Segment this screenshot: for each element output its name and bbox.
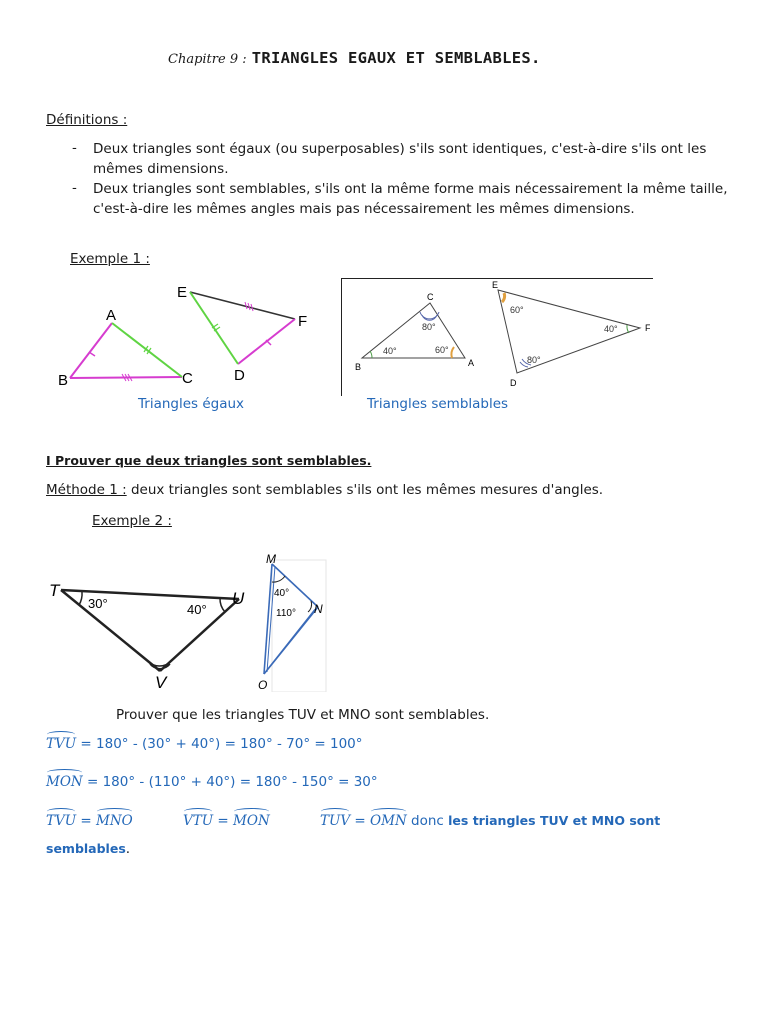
angle-notation: TVU	[46, 736, 77, 752]
vertex-n: N	[314, 602, 323, 616]
equality-3	[320, 812, 660, 830]
chapter-prefix: Chapitre 9 :	[168, 52, 247, 67]
conclusion-line-2	[46, 840, 130, 858]
segment-ab	[70, 323, 112, 378]
page-title	[168, 48, 541, 67]
method-label: Méthode 1 :	[46, 482, 127, 498]
angle-u-label: 40°	[187, 602, 207, 617]
angle-f-label: 40°	[604, 324, 618, 334]
bullet-dash: -	[72, 180, 77, 196]
equal-triangles-figure	[40, 276, 330, 396]
chapter-title: TRIANGLES EGAUX ET SEMBLABLES.	[251, 49, 541, 67]
similar-triangles-figure	[350, 280, 650, 390]
angle-c-label: 80°	[422, 322, 436, 332]
angle-notation: OMN	[370, 813, 407, 829]
vertex-d: D	[234, 367, 245, 384]
vertex-a: A	[468, 358, 475, 368]
vertex-c: C	[182, 370, 193, 387]
equality-2	[183, 812, 270, 830]
triangle-efd	[498, 290, 640, 373]
example1-heading: Exemple 1 :	[70, 251, 150, 267]
angle-n-label: 110°	[276, 608, 296, 619]
segment-bc	[70, 377, 182, 378]
definition-line: Deux triangles sont égaux (ou superposables) s'ils sont identiques, c'est-à-dire s'ils ont les	[93, 141, 707, 157]
vertex-b: B	[355, 362, 362, 372]
equals-sign: =	[76, 813, 97, 829]
figure-divider	[341, 278, 342, 396]
vertex-t: T	[49, 581, 60, 600]
angle-notation: VTU	[183, 813, 214, 829]
triangle-mno-figure	[252, 552, 328, 692]
definition-line: c'est-à-dire les mêmes angles mais pas nécessairement les mêmes dimensions.	[93, 201, 635, 217]
prove-instruction: Prouver que les triangles TUV et MNO sont semblables.	[116, 707, 490, 723]
vertex-o: O	[258, 678, 268, 692]
vertex-u: U	[232, 589, 245, 608]
vertex-d: D	[510, 378, 517, 388]
angle-t-label: 30°	[88, 596, 108, 611]
angle-notation: TVU	[46, 813, 77, 829]
angle-m-label: 40°	[274, 588, 290, 599]
segment-ac	[112, 323, 182, 377]
equals-sign: =	[350, 813, 371, 829]
section-heading: I Prouver que deux triangles sont semblables.	[46, 453, 372, 468]
vertex-e: E	[492, 280, 499, 290]
angle-notation: MNO	[96, 813, 133, 829]
caption-equal-triangles: Triangles égaux	[138, 396, 245, 412]
angle-notation: MON	[233, 813, 270, 829]
triangle-abc	[362, 303, 465, 358]
calc-line-1	[46, 735, 363, 753]
vertex-c: C	[427, 292, 434, 302]
conclusion-period: .	[125, 841, 131, 857]
angle-a-label: 60°	[435, 345, 449, 355]
equals-sign: =	[213, 813, 234, 829]
angle-e-label: 60°	[510, 305, 524, 315]
figure-top-rule	[341, 278, 653, 279]
u-label-spacer	[210, 587, 240, 611]
method-line	[46, 481, 603, 499]
calc-text: = 180° - (110° + 40°) = 180° - 150° = 30°	[82, 774, 378, 790]
caption-similar-triangles: Triangles semblables	[367, 396, 509, 412]
definition-line: mêmes dimensions.	[93, 161, 229, 177]
conclusion-prefix: donc	[406, 813, 449, 829]
vertex-b: B	[58, 372, 69, 389]
angle-b-label: 40°	[383, 346, 397, 356]
vertex-a: A	[106, 307, 117, 324]
vertex-f: F	[645, 323, 650, 333]
conclusion-bold: les triangles TUV et MNO sont	[448, 813, 661, 828]
bullet-dash: -	[72, 140, 77, 156]
angle-notation: MON	[46, 774, 83, 790]
example2-heading: Exemple 2 :	[92, 513, 172, 529]
angle-d-label: 80°	[527, 355, 541, 365]
conclusion-bold: semblables	[46, 841, 126, 856]
vertex-m: M	[266, 552, 276, 566]
vertex-e: E	[177, 284, 188, 301]
definition-line: Deux triangles sont semblables, s'ils ont la même forme mais nécessairement la même taille,	[93, 181, 728, 197]
vertex-f: F	[298, 313, 308, 330]
calc-line-2	[46, 773, 378, 791]
method-text: deux triangles sont semblables s'ils ont les mêmes mesures d'angles.	[126, 482, 604, 498]
calc-text: = 180° - (30° + 40°) = 180° - 70° = 100°	[76, 736, 363, 752]
angle-notation: TUV	[320, 813, 351, 829]
vertex-v: V	[155, 673, 167, 692]
definitions-heading: Définitions :	[46, 112, 128, 128]
equality-1	[46, 812, 133, 830]
